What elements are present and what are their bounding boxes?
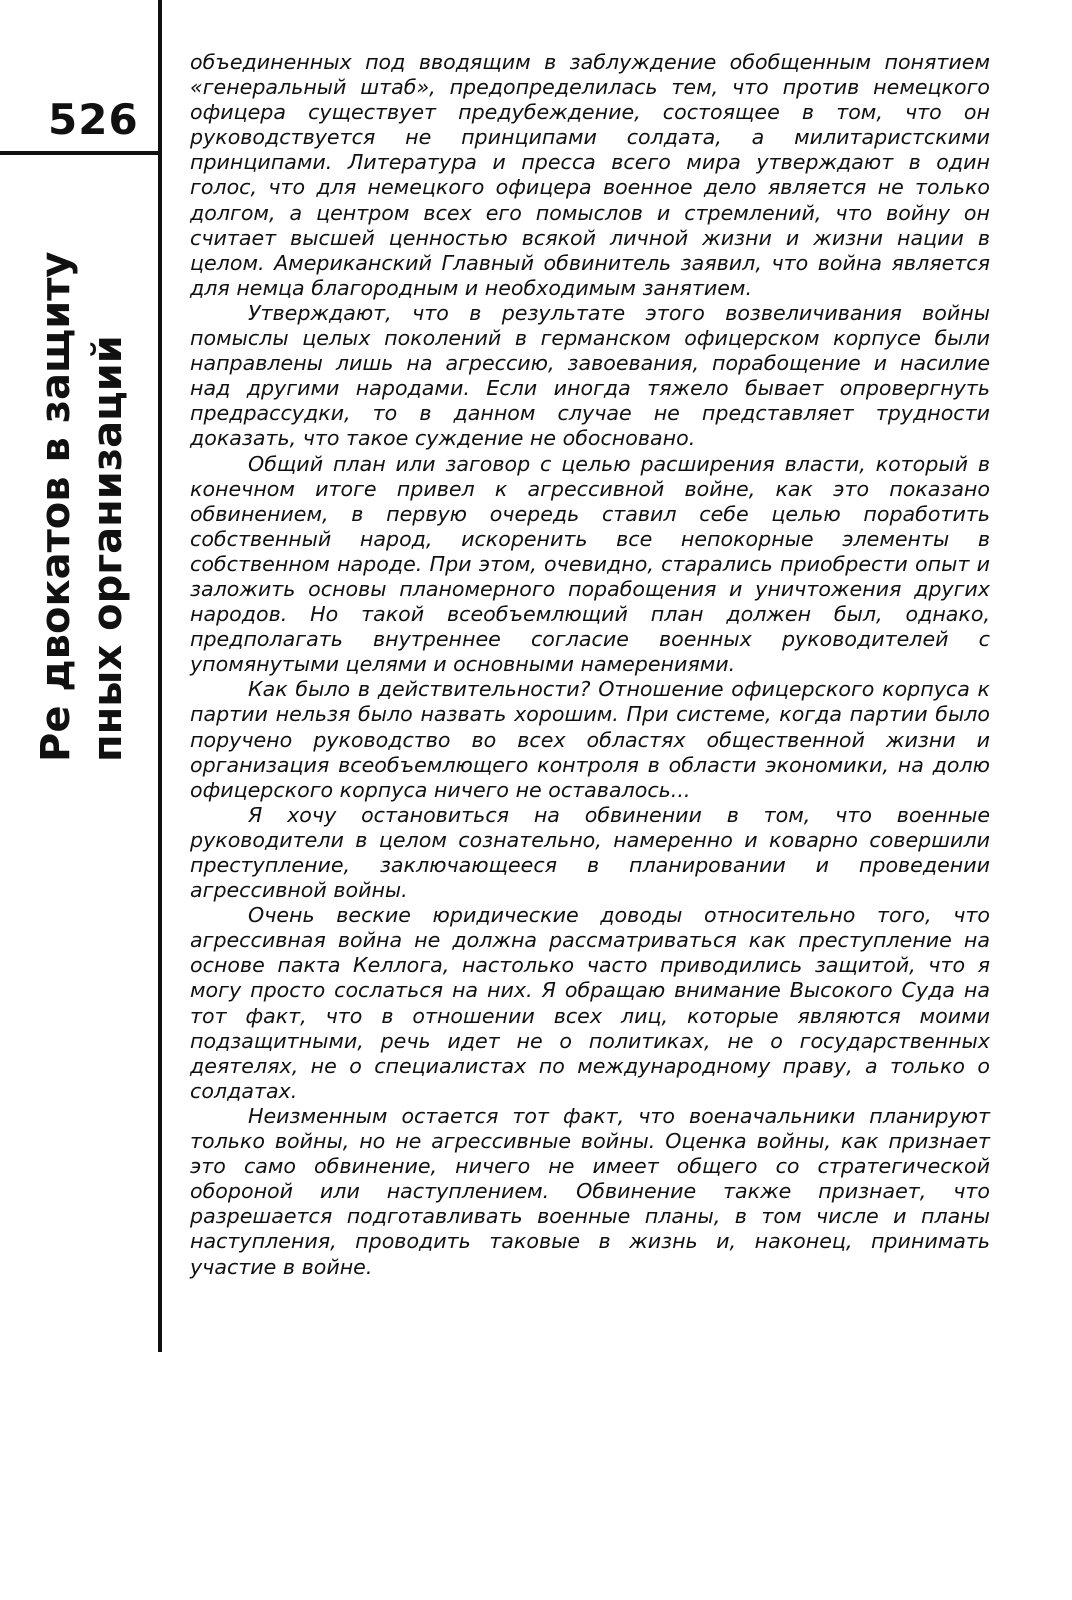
page-number: 526 [48, 95, 139, 144]
running-head [30, 162, 140, 762]
running-head-line-2: пных организаций [85, 335, 131, 762]
running-head-line-1: Ре двокатов в защиту [33, 251, 79, 762]
body-text [190, 50, 990, 1280]
paragraph-2: Утверждают, что в результате этого возвеличивания войны помыслы целых поколений в германском офицерском корпусе были направлены лишь на агрессию, завоевания, порабощение и насилие над другими народами. Если иногда тяжело бывает опровергнуть предрассудки, то в данном случае не представляет трудности доказать, что такое суждение не обосновано. [190, 300, 990, 451]
vertical-rule [158, 0, 162, 1352]
paragraph-3: Общий план или заговор с целью расширения власти, который в конечном итоге привел к агрессивной войне, как это показано обвинением, в первую очередь ставил себе целью поработить собственный народ, искоренить все непокорные элементы в собственном народе. При этом, очевидно, старались приобрести опыт и заложить основы планомерного порабощения и уничтожения других народов. Но такой всеобъемлющий план должен был, однако, предполагать внутреннее согласие военных руководителей с упомянутыми целями и основными намерениями. [190, 451, 990, 677]
paragraph-7: Неизменным остается тот факт, что военачальники планируют только войны, но не агрессивные войны. Оценка войны, как признает это само обвинение, ничего не имеет общего со стратегической обороной или наступлением. Обвинение также признает, что разрешается подготавливать военные планы, в том числе и планы наступления, проводить таковые в жизнь и, наконец, принимать участие в войне. [190, 1103, 990, 1279]
paragraph-6: Очень веские юридические доводы относительно того, что агрессивная война не должна рассматриваться как преступление на основе пакта Келлога, настолько часто приводились защитой, что я могу просто сослаться на них. Я обращаю внимание Высокого Суда на тот факт, что в отношении всех лиц, которые являются моими подзащитными, речь идет не о политиках, не о государственных деятелях, не о специалистах по международному праву, а только о солдатах. [190, 903, 990, 1103]
header-rule [0, 151, 158, 155]
paragraph-1: объединенных под вводящим в заблуждение обобщенным понятием «генеральный штаб», предопределилась тем, что против немецкого офицера существует предубеждение, состоящее в том, что он руководствуется не принципами солдата, а милитаристскими принципами. Литература и пресса всего мира утверждают в один голос, что для немецкого офицера военное дело является не только долгом, а центром всех его помыслов и стремлений, что войну он считает высшей ценностью всякой личной жизни и жизни нации в целом. Американский Главный обвинитель заявил, что война является для немца благородным и необходимым занятием. [190, 50, 990, 300]
paragraph-5: Я хочу остановиться на обвинении в том, что военные руководители в целом сознательно, намеренно и коварно совершили преступление, заключающееся в планировании и проведении агрессивной войны. [190, 802, 990, 903]
paragraph-4: Как было в действительности? Отношение офицерского корпуса к партии нельзя было назвать хорошим. При системе, когда партии было поручено руководство во всех областях общественной жизни и организация всеобъемлющего контроля в области экономики, на долю офицерского корпуса ничего не оставалось... [190, 677, 990, 802]
